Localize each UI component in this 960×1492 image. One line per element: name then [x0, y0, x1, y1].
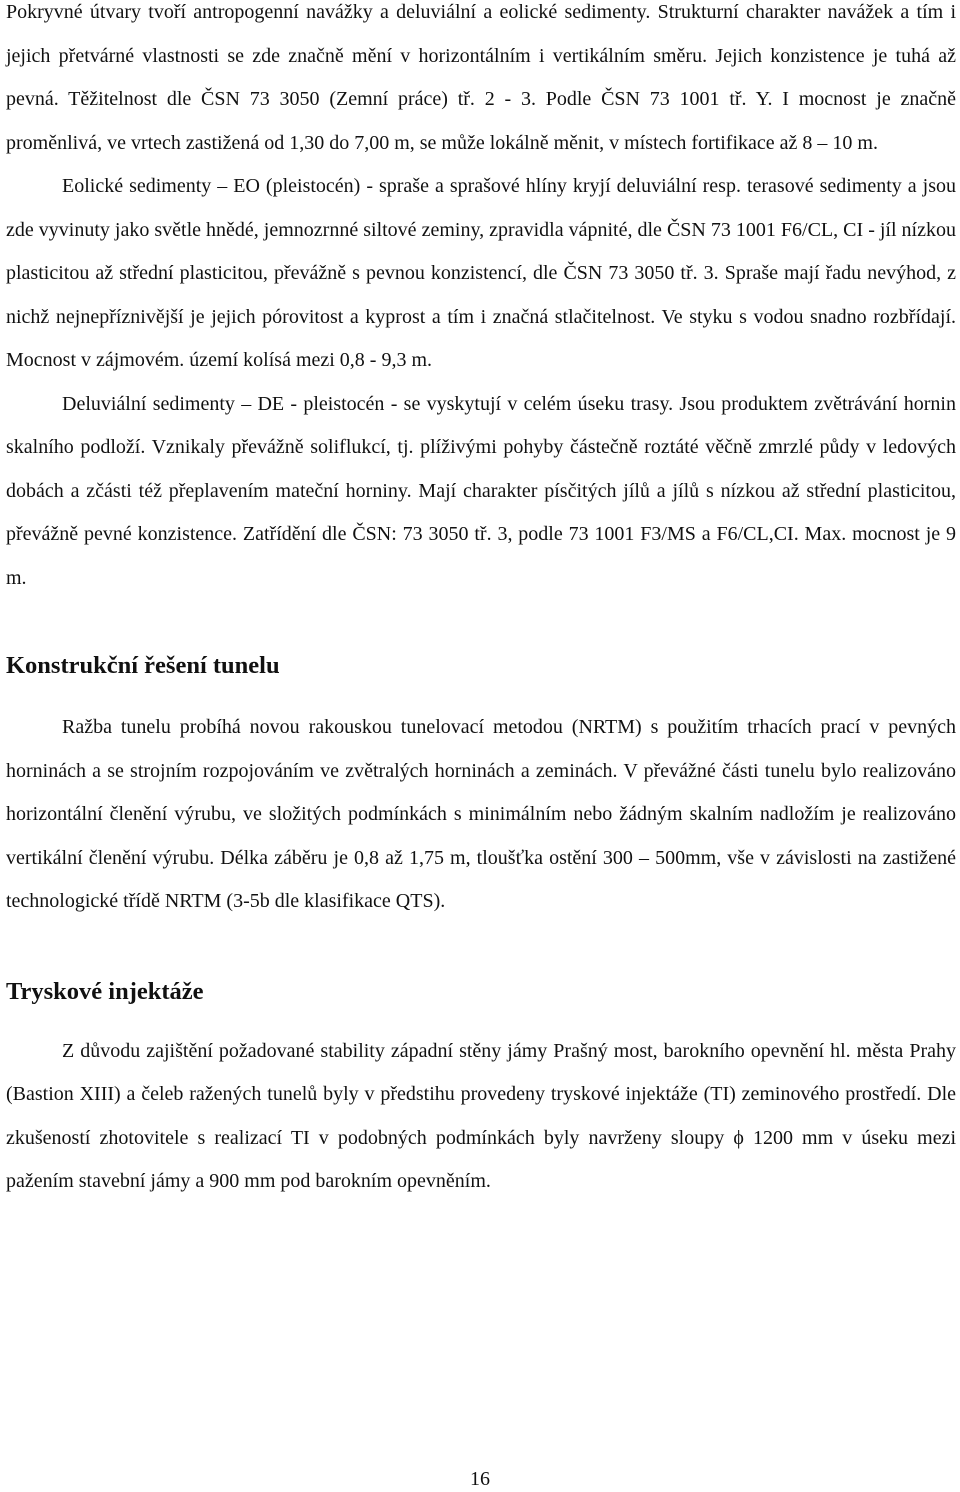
paragraph-razba-tunelu: Ražba tunelu probíhá novou rakouskou tunelovací metodou (NRTM) s použitím trhacích prací v pevných horninách a se strojním rozpojováním ve zvětralých horninách a zeminách. V převážné části tunelu bylo realizováno horizontální členění výrubu, ve složitých podmínkách s minimálním nebo žádným skalním nadložím je realizováno vertikální členění výrubu. Délka záběru je 0,8 až 1,75 m, tloušťka ostění 300 – 500mm, vše v závislosti na zastižené technologické třídě NRTM (3-5b dle klasifikace QTS).: [6, 716, 956, 912]
paragraph-deluvialni-sedimenty: Deluviální sedimenty – DE - pleistocén - se vyskytují v celém úseku trasy. Jsou produktem zvětrávání hornin skalního podloží. Vznikaly převážně soliflukcí, tj. plíživými pohyby částečně roztáté věčně zmrzlé půdy v ledových dobách a zčásti též přeplavením mateční horniny. Mají charakter písčitých jílů a jílů s nízkou až střední plasticitou, převážně pevné konzistence. Zatřídění dle ČSN: 73 3050 tř. 3, podle 73 1001 F3/MS a F6/CL,CI. Max. mocnost je 9 m.: [6, 392, 956, 589]
section-heading-tryskove-injektaze: Tryskové injektáže: [6, 977, 204, 1005]
paragraph-eolicke-sedimenty: Eolické sedimenty – EO (pleistocén) - spraše a sprašové hlíny kryjí deluviální resp. terasové sedimenty a jsou zde vyvinuty jako světle hnědé, jemnozrnné siltové zeminy, zpravidla vápnité, dle ČSN 73 1001 F6/CL, CI - jíl nízkou plasticitou až střední plasticitou, převážně s pevnou konzistencí, dle ČSN 73 3050 tř. 3. Spraše mají řadu nevýhod, z nichž nejnepříznivější je jejich pórovitost a kyprost a tím i značná stlačitelnost. Ve styku s vodou snadno rozbřídají. Mocnost v zájmovém. území kolísá mezi 0,8 - 9,3 m.: [6, 175, 956, 371]
paragraph-pokryvne-utvary: Pokryvné útvary tvoří antropogenní navážky a deluviální a eolické sedimenty. Strukturní charakter navážek a tím i jejich přetvárné vlastnosti se zde značně mění v horizontálním i vertikálním směru. Jejich konzistence je tuhá až pevná. Těžitelnost dle ČSN 73 3050 (Zemní práce) tř. 2 - 3. Podle ČSN 73 1001 tř. Y. I mocnost je značně proměnlivá, ve vrtech zastižená od 1,30 do 7,00 m, se může lokálně měnit, v místech fortifikace až 8 – 10 m.: [6, 1, 956, 154]
document-page: [6, 0, 956, 1204]
page-number: 16: [470, 1468, 490, 1490]
paragraph-tryskove-injektaze: Z důvodu zajištění požadované stability západní stěny jámy Prašný most, barokního opevnění hl. města Prahy (Bastion XIII) a čeleb ražených tunelů byly v předstihu provedeny tryskové injektáže (TI) zeminového prostředí. Dle zkušeností zhotovitele s realizací TI v podobných podmínkách byly navrženy sloupy ϕ 1200 mm v úseku mezi pažením stavební jámy a 900 mm pod barokním opevněním.: [6, 1039, 956, 1192]
section-heading-konstrukcni-reseni: Konstrukční řešení tunelu: [6, 652, 280, 679]
